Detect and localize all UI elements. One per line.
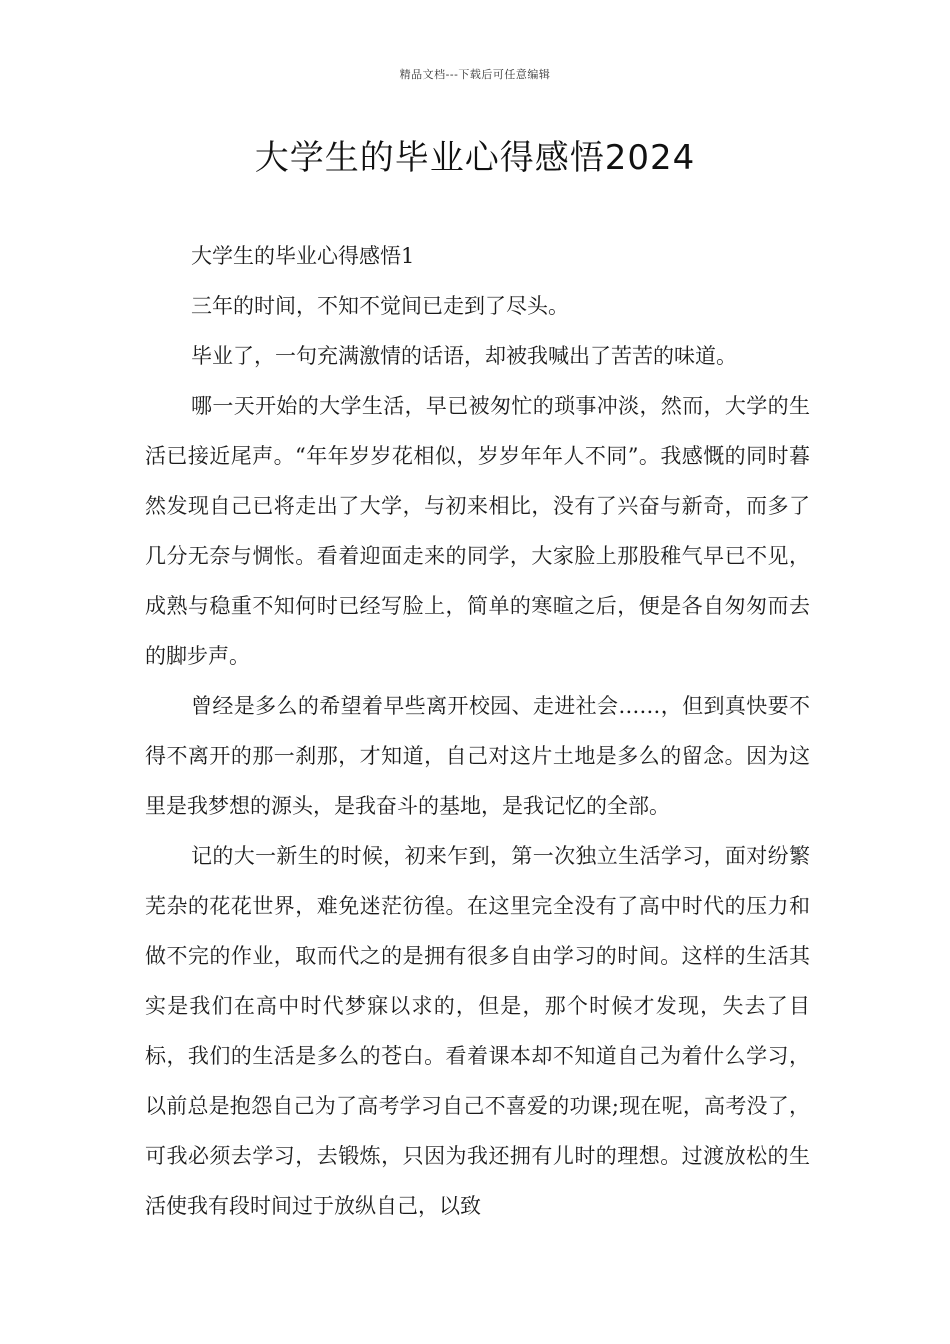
paragraph: 毕业了，一句充满激情的话语，却被我喊出了苦苦的味道。 <box>191 344 737 368</box>
document-title: 大学生的毕业心得感悟2024 <box>254 138 696 178</box>
header-note: 精品文档---下载后可任意编辑 <box>399 68 551 81</box>
paragraph: 曾经是多么的希望着早些离开校园、走进社会……，但到真快要不得不离开的那一刹那，才知道，自己对这片土地是多么的留念。因为这里是我梦想的源头，是我奋斗的基地，是我记忆的全部。 <box>145 694 810 818</box>
document-body <box>145 231 810 1231</box>
paragraph-subtitle: 大学生的毕业心得感悟1 <box>191 244 415 268</box>
paragraph: 哪一天开始的大学生活，早已被匆忙的琐事冲淡，然而，大学的生活已接近尾声。“年年岁岁花相似，岁岁年年人不同”。我感慨的同时暮然发现自己已将走出了大学，与初来相比，没有了兴奋与新奇，而多了几分无奈与惆怅。看着迎面走来的同学，大家脸上那股稚气早已不见，成熟与稳重不知何时已经写脸上，简单的寒暄之后，便是各自匆匆而去的脚步声。 <box>145 394 810 668</box>
paragraph: 记的大一新生的时候，初来乍到，第一次独立生活学习，面对纷繁芜杂的花花世界，难免迷茫彷徨。在这里完全没有了高中时代的压力和做不完的作业，取而代之的是拥有很多自由学习的时间。这样的生活其实是我们在高中时代梦寐以求的，但是，那个时候才发现，失去了目标，我们的生活是多么的苍白。看着课本却不知道自己为着什么学习，以前总是抱怨自己为了高考学习自己不喜爱的功课;现在呢，高考没了，可我必须去学习，去锻炼，只因为我还拥有儿时的理想。过渡放松的生活使我有段时间过于放纵自己，以致 <box>145 844 810 1218</box>
paragraph: 三年的时间，不知不觉间已走到了尽头。 <box>191 294 569 318</box>
